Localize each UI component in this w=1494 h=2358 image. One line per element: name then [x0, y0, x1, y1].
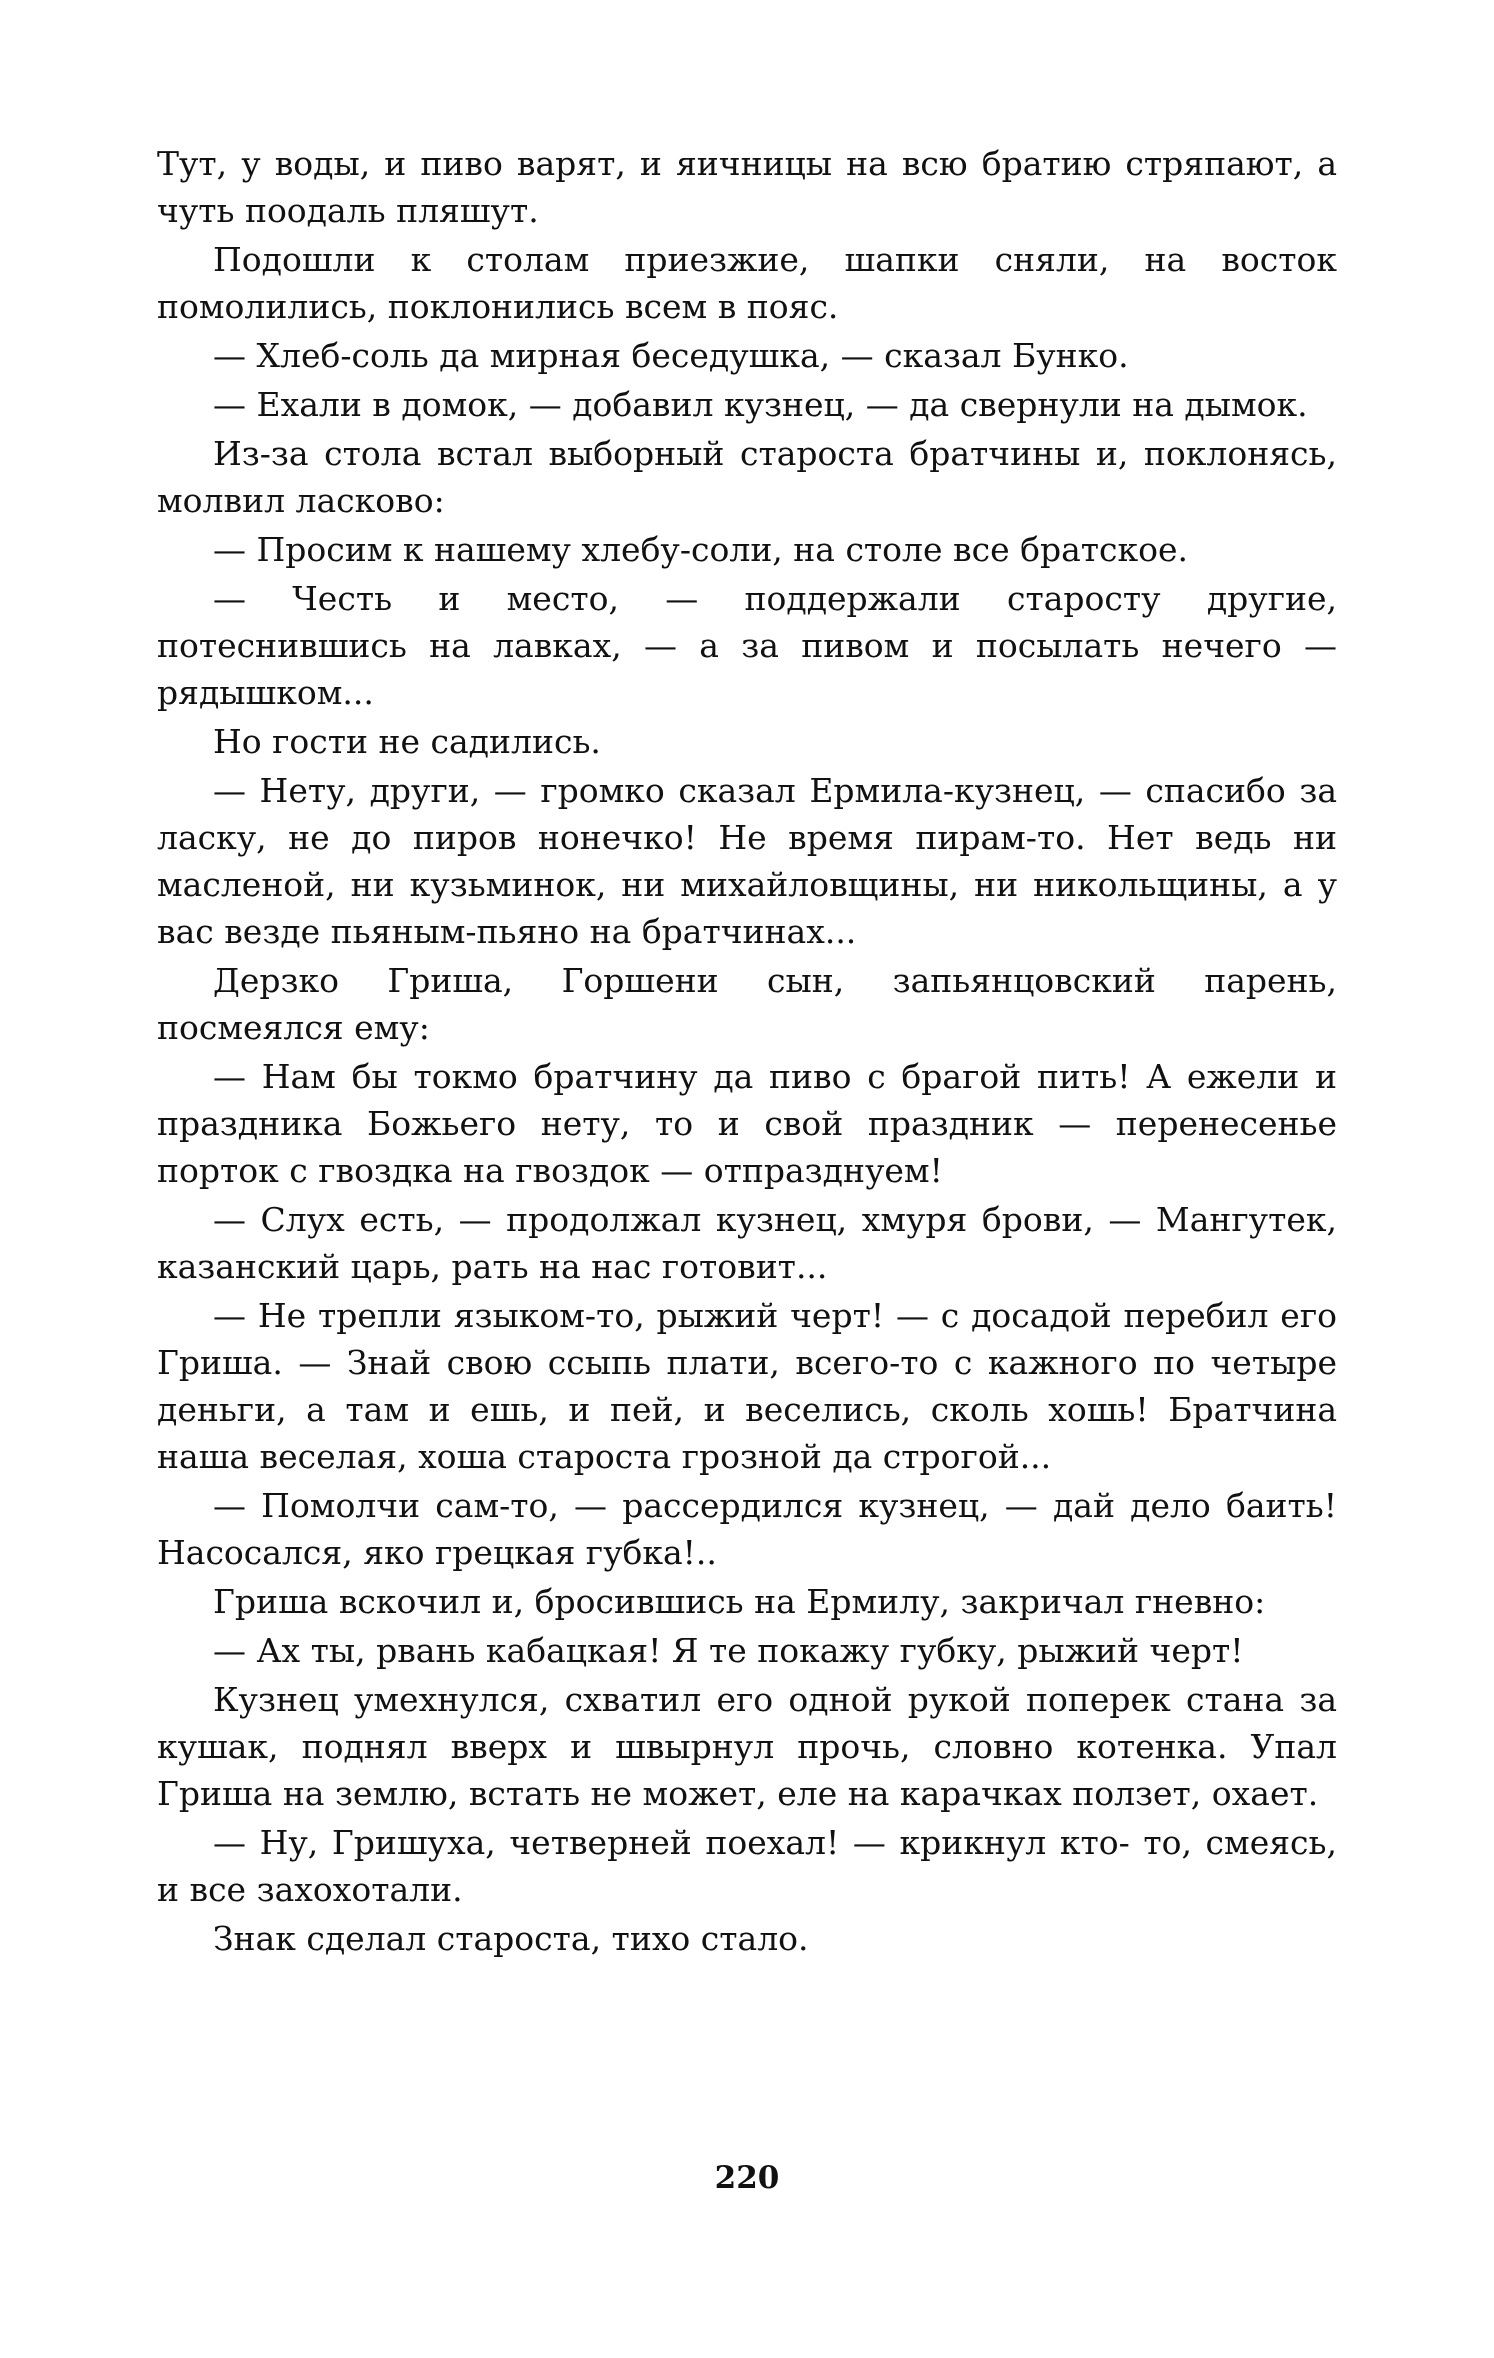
paragraph-2: Подошли к столам приезжие, шапки сняли, на восток помолились, поклонились всем в пояс.: [157, 240, 1337, 326]
paragraph-5: Из-за стола встал выборный староста братчины и, поклонясь, молвил ласково:: [157, 434, 1337, 520]
paragraph-7: — Честь и место, — поддержали старосту другие, потеснившись на лавках, — а за пивом и посылать нечего — рядышком...: [157, 579, 1337, 712]
paragraph-17: Кузнец умехнулся, схватил его одной рукой поперек стана за кушак, поднял вверх и швырнул прочь, словно котенка. Упал Гриша на землю, встать не может, еле на карачках ползет, охает.: [157, 1680, 1337, 1813]
page-number: 220: [714, 2160, 780, 2196]
paragraph-3: — Хлеб-соль да мирная беседушка, — сказал Бунко.: [213, 336, 1129, 375]
paragraph-19: Знак сделал староста, тихо стало.: [213, 1919, 809, 1958]
paragraph-4: — Ехали в домок, — добавил кузнец, — да свернули на дымок.: [213, 385, 1308, 424]
paragraph-12: — Слух есть, — продолжал кузнец, хмуря брови, — Мангутек, казанский царь, рать на нас готовит...: [157, 1200, 1337, 1286]
paragraph-15: Гриша вскочил и, бросившись на Ермилу, закричал гневно:: [213, 1582, 1266, 1621]
paragraph-1: Тут, у воды, и пиво варят, и яичницы на всю братию стряпают, а чуть поодаль пляшут.: [157, 144, 1337, 230]
paragraph-13: — Не трепли языком-то, рыжий черт! — с досадой перебил его Гриша. — Знай свою ссыпь плати, всего-то с кажного по четыре деньги, а там и ешь, и пей, и веселись, сколь хошь! Братчина наша веселая, хоша староста грозной да строгой...: [157, 1296, 1337, 1476]
paragraph-11: — Нам бы токмо братчину да пиво с брагой пить! А ежели и праздника Божьего нету, то и свой праздник — перенесенье порток с гвоздка на гвоздок — отпразднуем!: [157, 1057, 1337, 1190]
paragraph-14: — Помолчи сам-то, — рассердился кузнец, — дай дело баить! Насосался, яко грецкая губка!..: [157, 1486, 1337, 1572]
paragraph-9: — Нету, други, — громко сказал Ермила-кузнец, — спасибо за ласку, не до пиров нонечко! Не время пирам-то. Нет ведь ни масленой, ни кузьминок, ни михайловщины, ни никольщины, а у вас везде пьяным-пьяно на братчинах...: [157, 771, 1337, 951]
paragraph-8: Но гости не садились.: [213, 722, 601, 761]
paragraph-16: — Ах ты, рвань кабацкая! Я те покажу губку, рыжий черт!: [213, 1631, 1244, 1670]
body-text: [157, 140, 1337, 1964]
paragraph-18: — Ну, Гришуха, четверней поехал! — крикнул кто- то, смеясь, и все захохотали.: [157, 1823, 1337, 1909]
paragraph-10: Дерзко Гриша, Горшени сын, запьянцовский парень, посмеялся ему:: [157, 961, 1337, 1047]
paragraph-6: — Просим к нашему хлебу-соли, на столе все братское.: [213, 530, 1189, 569]
